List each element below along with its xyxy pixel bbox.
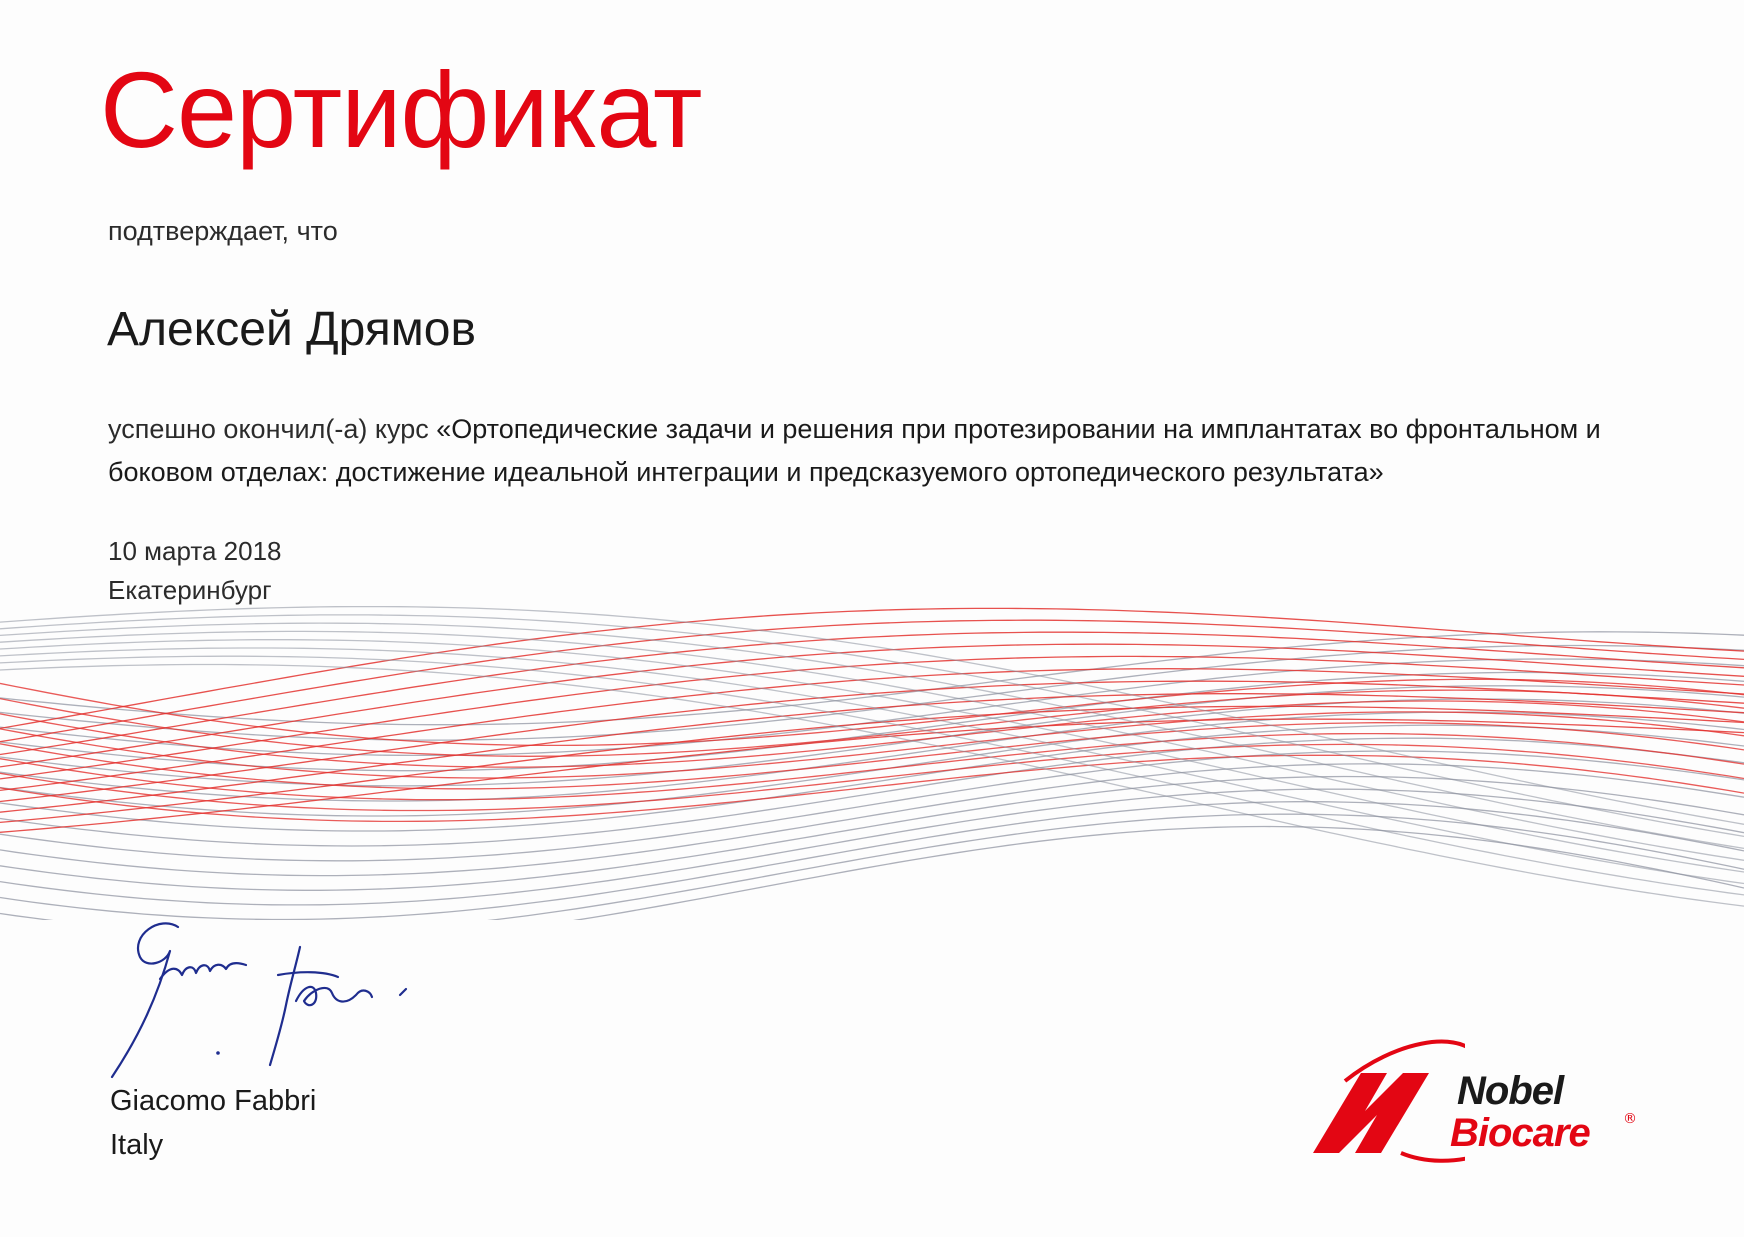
certificate-title: Сертификат [100,49,702,170]
wave-line-grey [0,802,1744,920]
wave-line-red [0,701,1744,767]
logo-word-biocare: Biocare [1450,1111,1590,1155]
nobel-biocare-logo [1305,1035,1645,1175]
signer-country: Italy [110,1129,164,1161]
decorative-waves [0,600,1744,920]
logo-mark-icon [1305,1035,1465,1175]
confirms-text: подтверждает, что [108,216,338,246]
course-title: «Ортопедические задачи и решения при протезировании на имплантатах во фронтальном и боковом отделах: достижение идеальной интеграции и предсказуемого ортопедического результата» [108,414,1601,487]
course-prefix: успешно окончил(-а) курс [108,414,437,444]
recipient-name: Алексей Дрямов [107,303,476,356]
wave-line-grey [0,648,1744,884]
course-statement [108,408,1668,494]
issue-date: 10 марта 2018 [108,536,282,566]
issue-city: Екатеринбург [108,575,272,605]
signer-name: Giacomo Fabbri [110,1085,317,1117]
signature-image [100,905,440,1095]
wave-line-red [0,755,1744,821]
logo-word-nobel: Nobel [1457,1069,1564,1113]
registered-mark: ® [1623,1111,1637,1127]
